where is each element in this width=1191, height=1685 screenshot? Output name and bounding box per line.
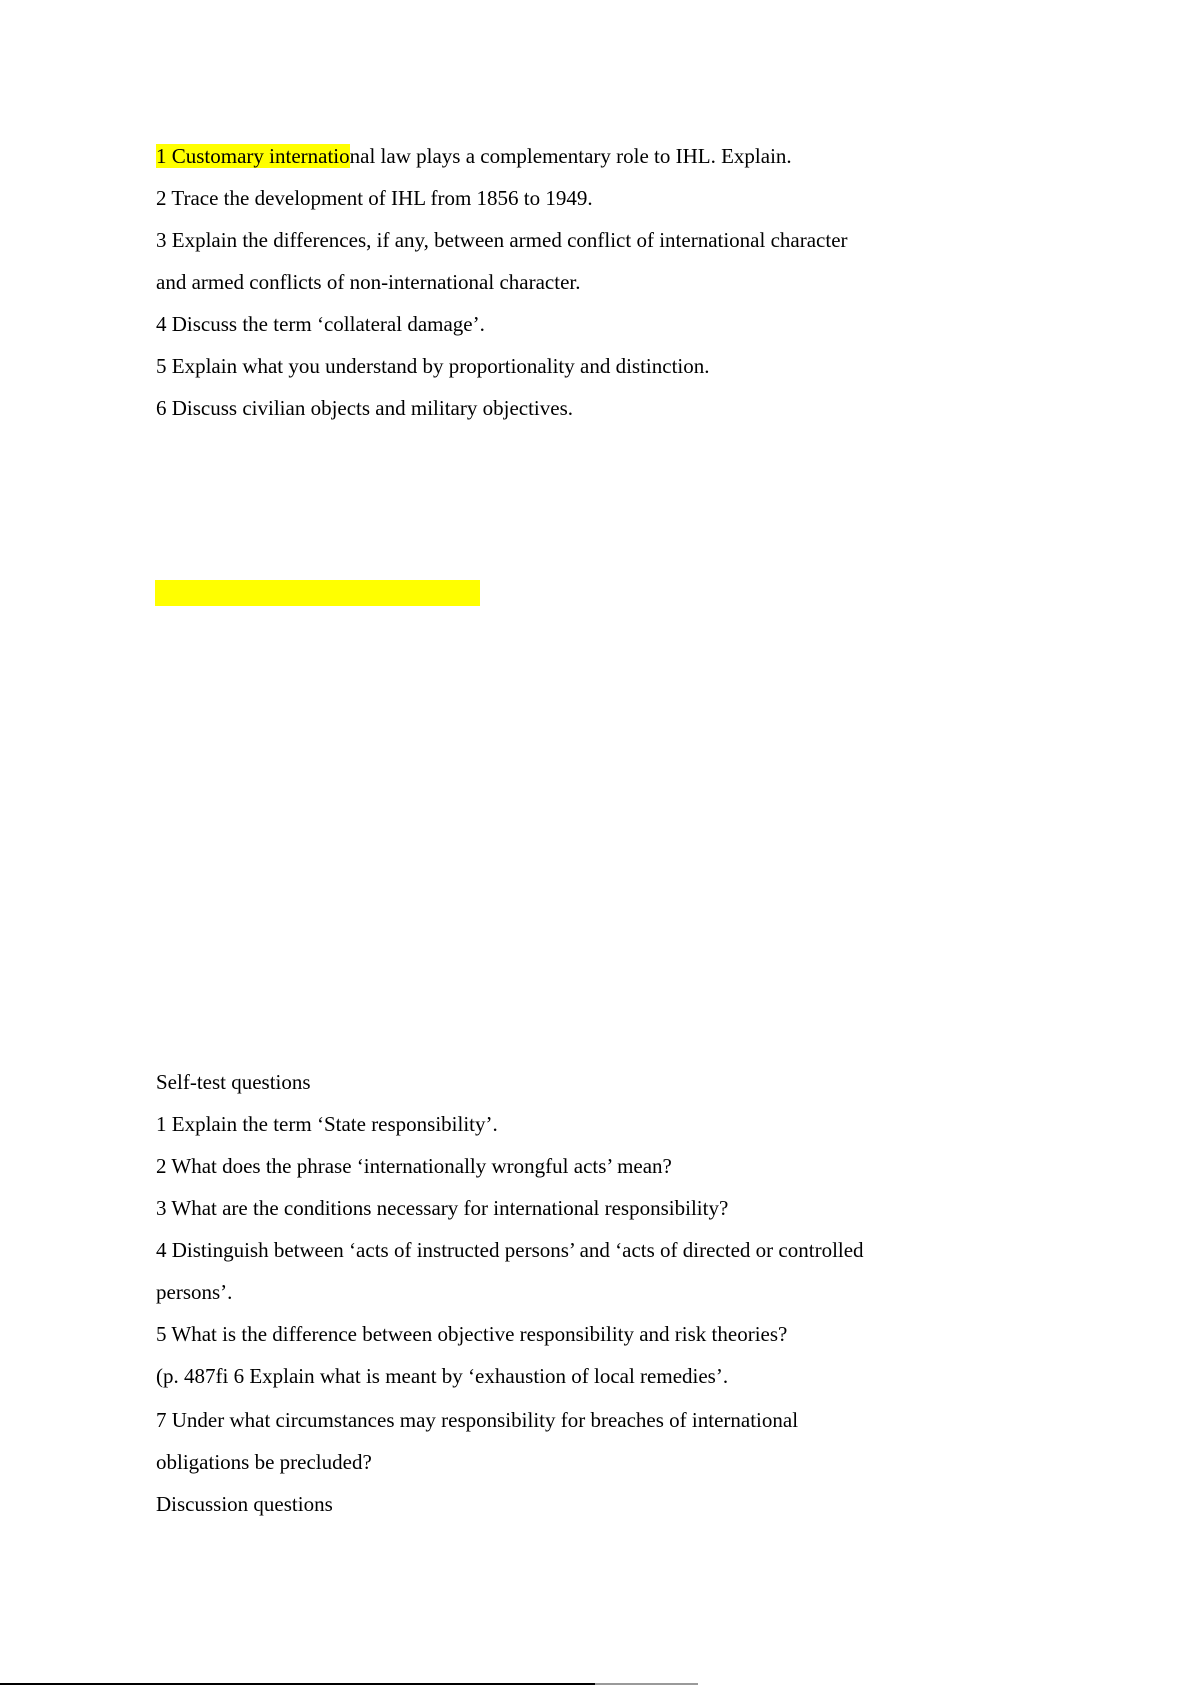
self-test-question-2: 2 What does the phrase ‘internationally wrongful acts’ mean? (156, 1154, 672, 1178)
question-4: 4 Discuss the term ‘collateral damage’. (156, 312, 485, 336)
highlight-block (155, 580, 480, 606)
self-test-question-7-line-1: 7 Under what circumstances may responsibility for breaches of international (156, 1408, 799, 1432)
question-1 (156, 143, 792, 169)
question-3-line-2: and armed conflicts of non-international character. (156, 270, 581, 294)
self-test-question-4-line-1: 4 Distinguish between ‘acts of instructed persons’ and ‘acts of directed or controlled (156, 1238, 864, 1262)
self-test-heading: Self-test questions (156, 1070, 311, 1094)
self-test-question-1: 1 Explain the term ‘State responsibility’. (156, 1112, 498, 1136)
self-test-question-3: 3 What are the conditions necessary for international responsibility? (156, 1196, 729, 1220)
self-test-question-7-line-2: obligations be precluded? (156, 1450, 372, 1474)
question-3-line-1: 3 Explain the differences, if any, between armed conflict of international character (156, 228, 848, 252)
question-5: 5 Explain what you understand by proportionality and distinction. (156, 354, 710, 378)
question-text: nal law plays a complementary role to IHL. Explain. (349, 144, 792, 168)
self-test-question-5: 5 What is the difference between objective responsibility and risk theories? (156, 1322, 788, 1346)
question-6: 6 Discuss civilian objects and military objectives. (156, 396, 573, 420)
self-test-question-4-line-2: persons’. (156, 1280, 233, 1304)
self-test-question-6: (p. 487fi 6 Explain what is meant by ‘exhaustion of local remedies’. (156, 1364, 729, 1388)
discussion-heading: Discussion questions (156, 1492, 333, 1516)
question-2: 2 Trace the development of IHL from 1856 to 1949. (156, 186, 593, 210)
highlighted-text: 1 Customary internatio (156, 144, 350, 168)
